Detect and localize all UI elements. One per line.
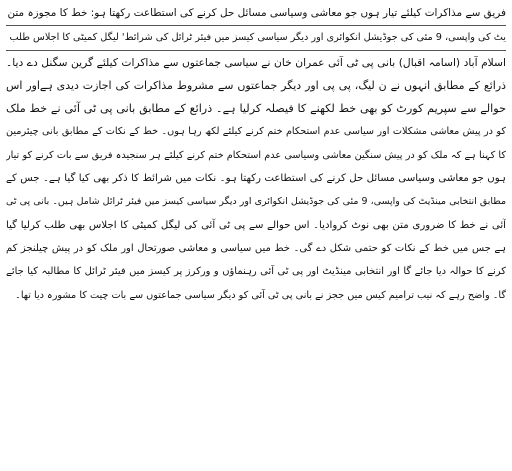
body-line: ہے جس میں خط کے نکات کو حتمی شکل دے گی۔ خط میں سیاسی و معاشی صورتحال اور ملک کو در پیش چیلنجز کم — [6, 242, 506, 254]
body-line: ہوں جو معاشی وسیاسی مسائل حل کرنے کی استطاعت رکھتا ہو۔ نکات میں شرائط کا ذکر بھی کیا گیا ہے۔ جس کے — [6, 173, 506, 185]
headline-line-2: یٹ کی واپسی، 9 مئی کی جوڈیشل انکوائری اور دیگر سیاسی کیسز میں فیئر ٹرائل کی شرائط' لیگل کمیٹی کا اجلاس طلب — [6, 26, 506, 50]
body-line-last: گا۔ واضح رہے کہ نیب ترامیم کیس میں ججز نے بانی پی ٹی آئی کو دیگر سیاسی جماعتوں سے بات چیت کا مشورہ دیا تھا۔ — [15, 289, 506, 301]
body-line: کو در پیش معاشی مشکلات اور سیاسی عدم استحکام ختم کرنے کیلئے لکھ رہا ہوں۔ خط کے نکات کے مطابق بانی چیئرمین — [6, 126, 506, 138]
body-line: آئی نے خط کا ضروری متن بھی نوٹ کروادیا۔ اس حوالے سے پی ٹی آئی کی لیگل کمیٹی کا اجلاس بھی طلب کرلیا گیا — [6, 219, 506, 231]
body-line: مطابق انتخابی مینڈیٹ کی واپسی، 9 مئی کی جوڈیشل انکوائری اور دیگر سیاسی کیسز میں فیئر ٹرائل شامل ہیں۔ بانی پی ٹی — [6, 196, 506, 208]
news-article — [6, 2, 506, 468]
headline-line-1: فریق سے مذاکرات کیلئے تیار ہوں جو معاشی وسیاسی مسائل حل کرنے کی استطاعت رکھتا ہو: خط کا مجوزہ متن — [6, 2, 506, 26]
body-line: کا کہنا ہے کہ ملک کو در پیش سنگین معاشی وسیاسی عدم استحکام ختم کرنے کیلئے ہر سنجیدہ فریق سے بات کرنے کو تیار — [6, 149, 506, 161]
body-line: ذرائع کے مطابق انہوں نے ن لیگ، پی پی اور دیگر جماعتوں سے مشروط مذاکرات کی اجازت دیدی ہےاور اس — [6, 78, 506, 92]
body-line: اسلام آباد (اسامہ اقبال) بانی پی ٹی آئی عمران خان نے سیاسی جماعتوں سے مذاکرات کیلئے گرین سگنل دے دیا۔ — [6, 55, 506, 69]
body-line: حوالے سے سپریم کورٹ کو بھی خط لکھنے کا فیصلہ کرلیا ہے۔ ذرائع کے مطابق بانی پی ٹی آئی نے خط ملک — [6, 102, 506, 116]
body-line: کرنے کا حوالہ دیا جائے گا اور انتخابی مینڈیٹ اور پی ٹی آئی رہنماؤں و ورکرز پر کیسز میں فیئر ٹرائل کا مطالبہ کیا جائے — [6, 266, 506, 278]
